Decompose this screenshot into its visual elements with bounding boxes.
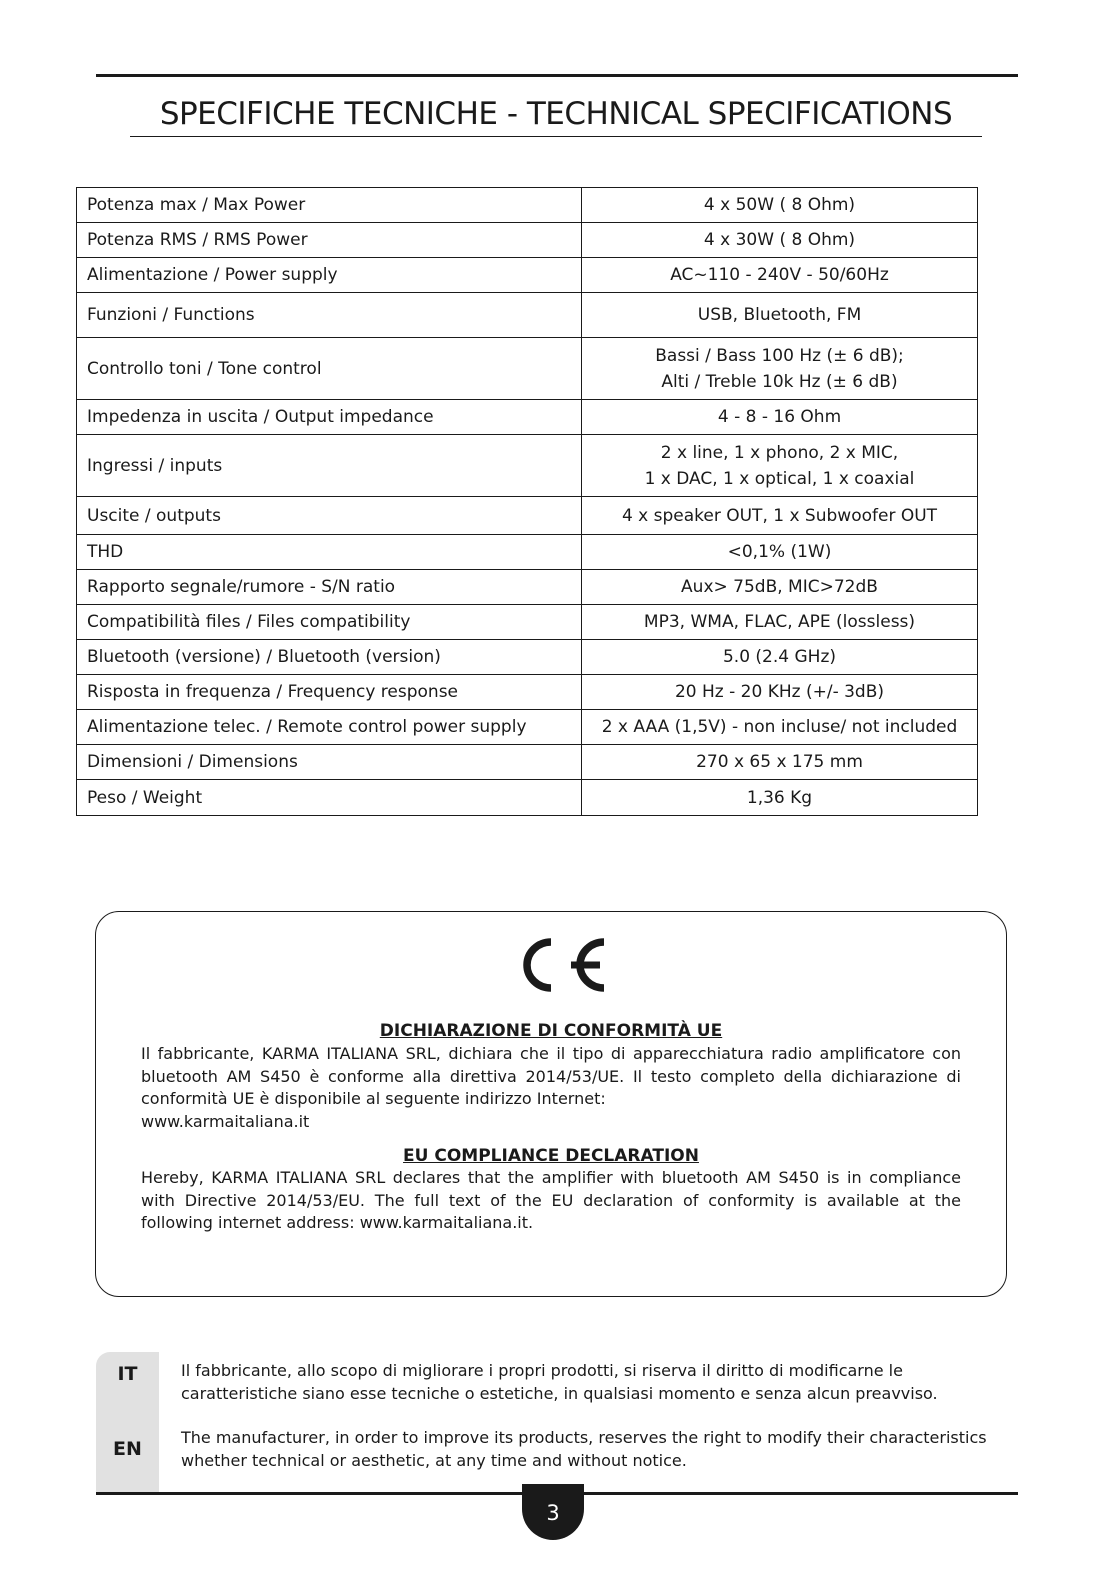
lang-code-it: IT [117, 1363, 138, 1385]
spec-value-line: 2 x AAA (1,5V) - non incluse/ not included [601, 717, 958, 737]
it-declaration-heading: DICHIARAZIONE DI CONFORMITÀ UE [379, 1021, 723, 1041]
spec-value-line: <0,1% (1W) [727, 542, 832, 562]
spec-value [582, 710, 978, 745]
spec-value-line: 4 x 30W ( 8 Ohm) [703, 230, 856, 250]
spec-value [582, 535, 978, 570]
spec-value-line: Alti / Treble 10k Hz (± 6 dB) [661, 371, 898, 392]
ce-mark-icon [513, 934, 608, 996]
spec-row [77, 400, 978, 435]
spec-value [582, 400, 978, 435]
spec-label: Compatibilità files / Files compatibility [77, 605, 582, 640]
page-number: 3 [522, 1484, 584, 1540]
notice-en: The manufacturer, in order to improve its products, reserves the right to modify their characteristics whether technical or aesthetic, at any time and without notice. [181, 1428, 987, 1470]
spec-value-line: USB, Bluetooth, FM [697, 305, 862, 325]
spec-label: Impedenza in uscita / Output impedance [77, 400, 582, 435]
spec-value [582, 293, 978, 338]
page-title: SPECIFICHE TECNICHE - TECHNICAL SPECIFICATIONS [130, 92, 982, 137]
spec-row [77, 535, 978, 570]
spec-value [582, 497, 978, 535]
spec-label: Alimentazione / Power supply [77, 258, 582, 293]
spec-value-line: 20 Hz - 20 KHz (+/- 3dB) [674, 682, 885, 702]
spec-row [77, 223, 978, 258]
spec-row [77, 745, 978, 780]
spec-row [77, 675, 978, 710]
lang-code-en: EN [113, 1438, 142, 1460]
spec-label: Potenza max / Max Power [77, 188, 582, 223]
spec-row [77, 570, 978, 605]
spec-value [582, 188, 978, 223]
spec-value [582, 640, 978, 675]
en-declaration-heading: EU COMPLIANCE DECLARATION [403, 1146, 699, 1166]
spec-label: Ingressi / inputs [77, 435, 582, 497]
spec-row [77, 293, 978, 338]
spec-table [76, 187, 978, 816]
spec-label: Risposta in frequenza / Frequency response [77, 675, 582, 710]
notice-it: Il fabbricante, allo scopo di migliorare i propri prodotti, si riserva il diritto di modificarne le caratteristiche siano esse tecniche o estetiche, in qualsiasi momento e senza alcun preavviso. [181, 1361, 938, 1403]
en-declaration-text: Hereby, KARMA ITALIANA SRL declares that the amplifier with bluetooth AM S450 is in compliance with Directive 2014/53/EU. The full text of the EU declaration of conformity is available at the following internet address: www.karmaitaliana.it. [141, 1168, 961, 1232]
spec-label: Rapporto segnale/rumore - S/N ratio [77, 570, 582, 605]
spec-value [582, 780, 978, 816]
spec-value-line: 4 x 50W ( 8 Ohm) [703, 195, 856, 215]
spec-label: Uscite / outputs [77, 497, 582, 535]
spec-value-line: Aux> 75dB, MIC>72dB [681, 577, 878, 597]
spec-value-line: 1 x DAC, 1 x optical, 1 x coaxial [644, 468, 915, 489]
spec-row [77, 338, 978, 400]
spec-value [582, 338, 978, 400]
spec-value-line: 270 x 65 x 175 mm [696, 752, 863, 772]
spec-value-line: AC~110 - 240V - 50/60Hz [670, 265, 889, 285]
spec-value [582, 570, 978, 605]
spec-row [77, 435, 978, 497]
spec-label: Alimentazione telec. / Remote control power supply [77, 710, 582, 745]
spec-row [77, 605, 978, 640]
spec-label: Bluetooth (versione) / Bluetooth (version) [77, 640, 582, 675]
spec-label: Controllo toni / Tone control [77, 338, 582, 400]
spec-label: Potenza RMS / RMS Power [77, 223, 582, 258]
spec-table-body [77, 188, 978, 816]
spec-row [77, 258, 978, 293]
spec-label: Peso / Weight [77, 780, 582, 816]
spec-value-line: MP3, WMA, FLAC, APE (lossless) [643, 612, 916, 632]
spec-value [582, 258, 978, 293]
spec-value [582, 223, 978, 258]
spec-value [582, 675, 978, 710]
spec-row [77, 780, 978, 816]
spec-row [77, 497, 978, 535]
spec-value-line: 5.0 (2.4 GHz) [722, 647, 837, 667]
spec-row [77, 710, 978, 745]
spec-row [77, 188, 978, 223]
spec-value-line: Bassi / Bass 100 Hz (± 6 dB); [655, 345, 904, 366]
spec-value [582, 605, 978, 640]
spec-value-line: 1,36 Kg [746, 787, 813, 808]
spec-value-line: 2 x line, 1 x phono, 2 x MIC, [660, 442, 899, 463]
spec-label: Funzioni / Functions [77, 293, 582, 338]
spec-value [582, 435, 978, 497]
spec-value-line: 4 x speaker OUT, 1 x Subwoofer OUT [621, 505, 938, 526]
spec-value-line: 4 - 8 - 16 Ohm [717, 407, 842, 427]
it-declaration-text [141, 1043, 961, 1133]
top-rule [96, 74, 1018, 77]
it-declaration-body: Il fabbricante, KARMA ITALIANA SRL, dichiara che il tipo di apparecchiatura radio amplificatore con bluetooth AM S450 è conforme alla direttiva 2014/53/UE. Il testo completo della dichiarazione di conformità UE è disponibile al seguente indirizzo Internet: [141, 1044, 961, 1108]
it-declaration-url: www.karmaitaliana.it [141, 1111, 310, 1131]
spec-row [77, 640, 978, 675]
spec-value [582, 745, 978, 780]
spec-label: THD [77, 535, 582, 570]
spec-label: Dimensioni / Dimensions [77, 745, 582, 780]
